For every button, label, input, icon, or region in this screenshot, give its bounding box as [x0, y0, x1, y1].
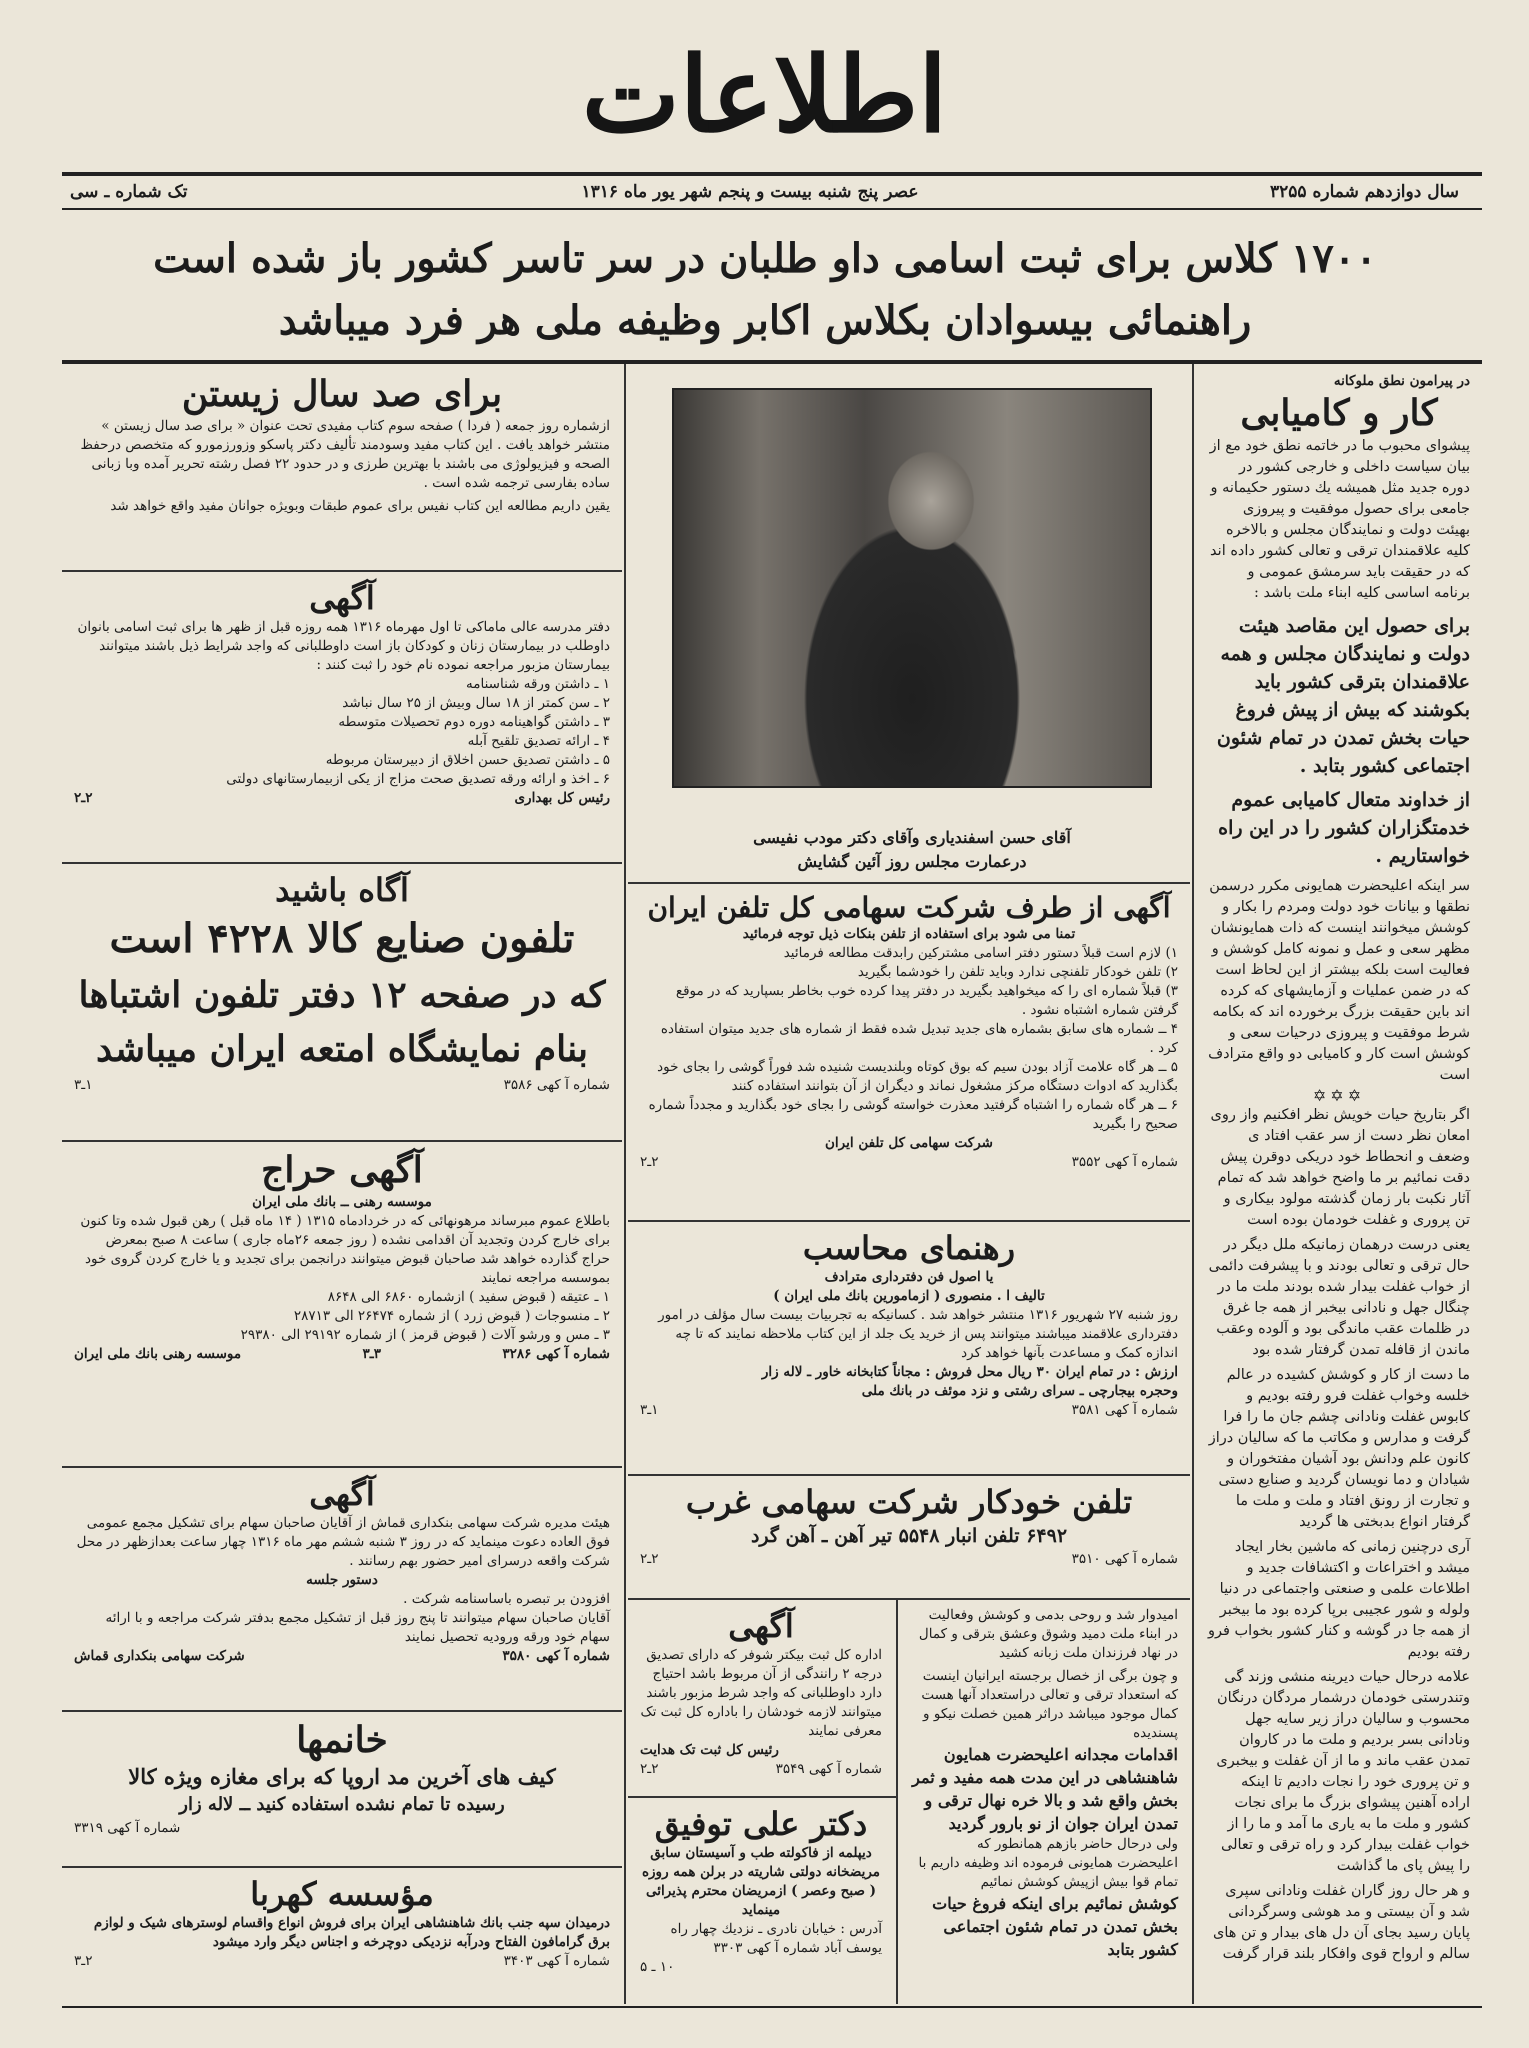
divider — [628, 882, 1190, 884]
beware-line: تلفون صنایع کالا ۴۲۲۸ است — [109, 915, 575, 962]
editorial-paragraph: علامه درحال حیات دیرینه منشی وزند گی وتندرستی خودمان درشمار مردگان درنگان محسوب و سالیان دراز زیر سایه جهل ونادانی بسر بردیم و ملت ما در کاروان تمدن عقب ماند و ما از آن غفلت و بیخبری و تن پروری خود را نجات دادیم تا اینکه اراده آهنین پیشوای بزرگ ما برای نجات کشور و ملت ما به یاری ما آمد و ما را از خواب غفلت بیدار کرد و راه ترقی و تعالی را پیش پای ما گذاشت — [1216, 1669, 1470, 1874]
editorial-kicker: در پیرامون نطق ملوکانه — [1333, 373, 1470, 389]
photo-caption-line: درعمارت مجلس روز آئین گشایش — [797, 852, 1027, 871]
auction-title: آگهی حراج — [261, 1149, 423, 1191]
editorial-quote: کوشش نمائیم برای اینکه فروغ حیات بخش تمدن در تمام شئون اجتماعی کشور بتابد — [932, 1894, 1178, 1959]
midwifery-item: ۵ ـ داشتن تصدیق حسن اخلاق از دبیرستان مربوطه — [325, 752, 610, 768]
driver-notice-signature: رئیس کل ثبت تک هدایت — [640, 1742, 779, 1758]
shareholders-notice — [62, 1470, 622, 1708]
divider — [628, 1598, 1190, 1600]
auction-body: باطلاع عموم مبرساند مرهونهائی که در خردادماه ۱۳۱۵ ( ۱۴ ماه قبل ) رهن قبول شده وتا کنون برای خارج کردن وتجدید آن اقدامی نشده ( روز جمعه ۲۶ماه جاری ) ساعت ۸ صبح بمعرض حراج گذارده خواهد شد صاحبان قبوض میتوانند درانجمن برای تجدید و یا خارج کردن گروی خود بموسسه مراجعه نمایند — [80, 1213, 610, 1286]
divider — [62, 1710, 622, 1712]
editorial-title: کار و کامیابی — [1240, 392, 1438, 434]
driver-notice-title: آگهی — [728, 1607, 794, 1645]
column-divider-right — [1192, 364, 1194, 2004]
kahroba-title: مؤسسه کهربا — [250, 1875, 434, 1913]
beware-line: بنام نمایشگاه امتعه ایران میباشد — [95, 1028, 589, 1070]
shareholders-signature: شرکت سهامی بنکداری قماش — [74, 1648, 245, 1664]
ad-run: ۳ـ۳ — [362, 1346, 382, 1362]
headline-sub: راهنمائی بیسوادان بکلاس اکابر وظیفه ملی هر فرد میباشد — [278, 297, 1252, 344]
ladies-ad — [62, 1714, 622, 1864]
accounting-book-ad — [628, 1224, 1190, 1470]
century-book-ad — [62, 368, 622, 568]
doctor-name: دکتر علی توفیق — [654, 1805, 868, 1843]
midwifery-item: ۴ ـ ارائه تصدیق تلقیح آبله — [467, 733, 610, 749]
auction-signature: موسسه رهنی بانك ملی ایران — [74, 1346, 242, 1362]
photo-caption-line: آقای حسن اسفندیاری وآقای دکتر مودب نفیسی — [753, 828, 1071, 847]
shareholders-body: هیئت مدیره شرکت سهامی بنکداری قماش از آقایان صاحبان سهام برای تشکیل مجمع عمومی فوق العاده دعوت مینماید که در روز ۳ شنبه ششم مهر ماه ۱۳۱۶ چهار ساعت بعدازظهر در محل شرکت واقعه درسرای امیر حضور بهم رسانند . — [76, 1515, 610, 1569]
kahroba-body: درمیدان سپه جنب بانك شاهنشاهی ایران برای فروش انواع واقسام لوسترهای شیک و لوازم برق گرامافون الفتاح ودرآبه نزدیکی دوچرخه و اجناس دیگر وارد میشود — [93, 1915, 610, 1950]
driver-notice — [628, 1602, 894, 1792]
ad-reference: شماره آ کهی ۳۵۵۲ — [1071, 1154, 1178, 1170]
ad-reference: شماره آ کهی ۳۵۸۱ — [1071, 1402, 1178, 1418]
headline-main: ۱۷۰۰ کلاس برای ثبت اسامی داو طلبان در سر تاسر کشور باز شده است — [153, 235, 1377, 282]
ad-reference: شماره آ کهی ۳۳۱۹ — [74, 1820, 181, 1836]
editorial-paragraph: و هر حال روز گاران غفلت ونادانی سپری شد و آن بیستی و مد هوشی وسرگردانی پایان رسید بجای آن دل های بیدار و تن های سالم و ارواح قوی وافکار بلند قرار گرفت — [1213, 1883, 1470, 1962]
ad-run: ۱۰ ـ ۵ — [640, 1959, 675, 1975]
midwifery-signature: رئیس کل بهداری — [514, 790, 610, 806]
divider — [62, 1466, 622, 1468]
divider — [62, 1866, 622, 1868]
phone-notice-item: ۴ ــ شماره های سابق بشماره های جدید تبدیل شده فقط از شماره های جدید میتوان استفاده کرد . — [660, 1021, 1178, 1056]
ad-run: ۲ـ۲ — [640, 1154, 659, 1170]
doctor-address: آدرس : خیابان نادری ـ نزدیك چهار راه یوسف آباد شماره آ کهی ۳۳۰۳ — [670, 1921, 882, 1956]
accounting-title: رهنمای محاسب — [802, 1229, 1016, 1267]
page-bottom-rule — [62, 2006, 1482, 2008]
divider — [628, 1796, 896, 1798]
ladies-line: رسیده تا تمام نشده استفاده کنید ــ لاله زار — [179, 1794, 505, 1815]
midwifery-item: ۱ ـ داشتن ورقه شناسنامه — [465, 676, 610, 692]
ad-run: ۲ـ۳ — [74, 1953, 93, 1969]
shareholders-title: آگهی — [309, 1475, 375, 1513]
auction-item: ۲ ـ منسوجات ( قبوض زرد ) از شماره ۲۶۴۷۴ الی ۲۸۷۱۳ — [293, 1308, 610, 1324]
editorial-continued — [900, 1602, 1190, 2004]
editorial-paragraph: ما دست از کار و کوشش کشیده در عالم خلسه وخواب غفلت فرو رفته بودیم و کابوس غفلت ونادانی چشم جان ما را فرا گرفت و مدارس و مکاتب ما که سالیان دراز کانون علم ودانش بود آشیان مفتخوران و شیادان و دما نویسان گردید و صنایع دستی و تجارت از رونق افتاد و ملت و ملت ما گرفتار انواع بدبختی ها گردید — [1208, 1367, 1470, 1530]
midwifery-title: آگهی — [309, 579, 375, 617]
century-footer: یقین داریم مطالعه این کتاب نفیس برای عموم طبقات وبویژه جوانان مفید واقع خواهد شد — [110, 498, 610, 514]
divider — [628, 1474, 1190, 1476]
star-divider-icon: ✡✡✡ — [1312, 1086, 1366, 1105]
photo-caption — [640, 826, 1184, 874]
accounting-place: وحجره بیجارچی ـ سرای رشتی و نزد موئف در بانك ملی — [861, 1383, 1178, 1399]
west-phone-numbers: ۶۴۹۲ تلفن انبار ۵۵۴۸ تیر آهن ـ آهن گرد — [750, 1525, 1068, 1547]
editorial-paragraph: و چون برگی از خصال برجسته ایرانیان اینست که استعداد ترقی و تعالی دراستعداد آنها هست کمال موجود میباشد دراثر همین خصلت نیکو و پسندیده — [921, 1668, 1178, 1741]
beware-ad — [62, 866, 622, 1138]
doctor-ad — [628, 1800, 894, 2004]
auction-subtitle: موسسه رهنی ــ بانك ملی ایران — [252, 1194, 432, 1210]
ad-run: ۲ـ۲ — [640, 1761, 659, 1777]
news-photo — [672, 388, 1152, 788]
editorial-paragraph: سر اینکه اعلیحضرت همایونی مکرر درسمن نطقها و بیانات خود دولت ومردم را بکار و کوشش میخوانند اینست که ذات همایونشان مظهر سعی و عمل و نمونه کامل کوشش و فعالیت است بلکه بیشتر از این لحاظ است که در ضمن عملیات و آزمایشهای که کرده اند باین حقیقت بزرگ برخورده اند که بکامه شرط موفقیت و پیروزی درحیات سعی و کوشش است کار و کامیابی دو واقع مترادف است — [1208, 878, 1470, 1083]
century-body: ازشماره روز جمعه ( فردا ) صفحه سوم کتاب مفیدی تحت عنوان « برای صد سال زیستن » منتشر خواهد یافت . این کتاب مفید وسودمند تألیف دکتر پاسکو وزورزمورو که متخصص درحفظ الصحه و فیزیولوژی می باشند با بهترین طرزی و در حدود ۲۲ فصل رشته تحریر آمده وبا زبانی ساده بفارسی ترجمه شده است . — [80, 418, 610, 491]
phone-notice-item: ۵ ــ هر گاه علامت آزاد بودن سیم که بوق کوتاه وبلندیست شنیده شد فوراً گوشی را بجای خود بگذارید که ادوات دستگاه مرکز مشغول نماند و دیگران از آن بتوانند استفاده کنند — [657, 1059, 1178, 1094]
ad-run: ۲ـ۲ — [74, 790, 93, 806]
divider — [62, 570, 622, 572]
phone-notice-lead: تمنا می شود برای استفاده از تلفن بنکات ذیل توجه فرمائید — [742, 926, 1076, 942]
ad-run: ۱ـ۳ — [640, 1402, 659, 1418]
editorial-paragraph: امیدوار شد و روحی بدمی و کوشش وفعالیت در ابناء ملت دمید وشوق وعشق بترقی و کمال در نهاد فرزندان ملت زبانه کشید — [918, 1607, 1178, 1661]
editorial-paragraph: یعنی درست درهمان زمانیکه ملل دیگر در حال ترقی و تعالی بودند و با پیشرفت دائمی از خواب غفلت بیدار شده بودند ملت ما در چنگال جهل و نادانی بیخبر از همه جا غرق در ظلمات عقب ماندگی بود و آلوده وعقب ماندن از قافله تمدن گرفتار شده بود — [1208, 1237, 1470, 1358]
dateline-date: عصر پنج شنبه بیست و پنجم شهر یور ماه ۱۳۱۶ — [581, 182, 919, 202]
column-divider-inner — [896, 1600, 898, 2004]
agenda-title: دستور جلسه — [306, 1572, 378, 1588]
masthead-title: اطلاعات — [581, 33, 948, 156]
ad-reference: شماره آ کهی ۳۵۸۰ — [502, 1648, 610, 1664]
midwifery-body: دفتر مدرسه عالی ماماکی تا اول مهرماه ۱۳۱۶ همه روزه قبل از ظهر ها برای ثبت اسامی بانوان داوطلب در بیمارستان زنان و کودکان باز است داوطلبانی که واجد شرایط ذیل باشند میتوانند بیمارستان مزبور مراجعه نموده نام خود را ثبت کنند : — [77, 619, 610, 673]
ad-reference: شماره آ کهی ۳۴۰۳ — [503, 1953, 610, 1969]
phone-notice-item: ۳) قبلاً شماره ای را که میخواهید بگیرید در دفتر پیدا کرده خوب بخاطر بسپارید که در موقع گرفتن شماره اشتباه نشود . — [675, 983, 1178, 1018]
masthead-rule-bottom — [62, 208, 1482, 210]
auction-item: ۳ ـ مس و ورشو آلات ( قبوض قرمز ) از شماره ۲۹۱۹۲ الی ۲۹۳۸۰ — [240, 1327, 610, 1343]
divider — [62, 1140, 622, 1142]
editorial-quote: برای حصول این مقاصد هیئت دولت و نمایندگان مجلس و همه علاقمندان بترقی کشور باید بکوشند که بیش از پیش فروغ حیات بخش تمدن در تمام شئون اجتماعی کشور بتابد . — [1216, 615, 1470, 777]
west-phone-title: تلفن خودکار شرکت سهامی غرب — [685, 1483, 1133, 1521]
doctor-credentials: دیپلمه از فاکولته طب و آسیستان سابق مریضخانه دولتی شاریته در برلن همه روزه ( صبح وعصر ) ازمریضان محترم پذیرائی مینماید — [641, 1845, 881, 1918]
midwifery-item: ۲ ـ سن کمتر از ۱۸ سال وبیش از ۲۵ سال نباشد — [342, 695, 610, 711]
accounting-price: ارزش : در تمام ایران ۳۰ ریال محل فروش : مجاناً کتابخانه خاور ـ لاله زار — [761, 1364, 1178, 1380]
editorial-quote: اقدامات مجدانه اعلیحضرت همایون شاهنشاهی در این مدت همه مفید و ثمر بخش واقع شد و بالا خره نهال ترقی و تمدن ایران جوان از نو بارور گردید — [912, 1745, 1178, 1833]
editorial-paragraph: آری درچنین زمانی که ماشین بخار ایجاد میشد و اختراعات و اکتشافات جدید و اطلاعات علمی و صنعتی واجتماعی در دنیا ولوله و شور عجیبی برپا کرده بود ما بیخبر از همه جا در گوشه و کنار کشور بخواب فرو رفته بودیم — [1207, 1539, 1470, 1660]
midwifery-item: ۶ ـ اخذ و ارائه ورقه تصدیق صحت مزاج از یکی ازبیمارستانهای دولتی — [226, 771, 610, 787]
phone-notice-item: ۱) لازم است قبلاً دستور دفتر اسامی مشترکین رابدقت مطالعه فرمائید — [783, 945, 1178, 961]
accounting-subtitle: یا اصول فن دفترداری مترادف — [824, 1269, 994, 1285]
phone-notice-item: ۶ ــ هر گاه شماره را اشتباه گرفتید معذرت خواسته گوشی را بجای خود بگذارید و مجدداً شماره صحیح را بگیرید — [648, 1097, 1178, 1132]
phone-company-notice — [628, 886, 1190, 1216]
ad-run: ۲ـ۲ — [640, 1551, 659, 1567]
ladies-title: خانمها — [296, 1719, 388, 1761]
masthead-rule-top — [62, 172, 1482, 176]
ladies-line: کیف های آخرین مد اروپا که برای مغازه ویژه کالا — [128, 1764, 556, 1789]
auction-item: ۱ ـ عتیقه ( قبوض سفید ) ازشماره ۶۸۶۰ الی ۸۶۴۸ — [327, 1289, 610, 1305]
editorial-paragraph: پیشوای محبوب ما در خاتمه نطق خود مع از بیان سیاست داخلی و خارجی کشور در دوره جدید مثل همیشه یك دستور حکیمانه و جامعی برای حصول موفقیت و پیروزی بهیئت دولت و نمایندگان مجلس و بالاخره کلیه علاقمندان ترقی و تعالی کشور داده اند که در حقیقت باید سرمشق عمومی و برنامه اساسی کلیه ابناء ملت باشد : — [1209, 438, 1470, 601]
century-title: برای صد سال زیستن — [181, 373, 503, 415]
beware-line: که در صفحه ۱۲ دفتر تلفون اشتباها — [78, 974, 606, 1016]
beware-title: آگاه باشید — [275, 871, 409, 909]
ad-reference: شماره آ کهی ۳۲۸۶ — [502, 1346, 610, 1362]
kahroba-ad — [62, 1870, 622, 2004]
editorial-paragraph: اگر بتاریخ حیات خویش نظر افکنیم واز روی امعان نظر دست از سر عقب افتاد ی وضعف و انحطاط خود دریکی دوقرن پیش دقت نمائیم بر ما واضح خواهد شد که تمام آثار نکبت بار زمان گذشته مولود بیکاری و تن پروری و غفلت خودمان بوده است — [1210, 1107, 1470, 1228]
agenda-item: آقایان صاحبان سهام میتوانند تا پنج روز قبل از تشکیل مجمع بدفتر شرکت مراجعه و با ارائه سهام خود ورقه ورودیه تحصیل نمایند — [105, 1610, 610, 1645]
auction-ad — [62, 1144, 622, 1464]
accounting-body: روز شنبه ۲۷ شهریور ۱۳۱۶ منتشر خواهد شد . کسانیکه به تجربیات بیست سال مؤلف در امور دفترداری علاقمند میباشند میتوانند پس از خرید یک جلد از این کتاب ملاحظه نمایند که تا چه اندازه کمک و مساعدت بآنها خواهد کرد — [658, 1307, 1178, 1361]
editorial-paragraph: ولی درحال حاضر بازهم همانطور که اعلیحضرت همایونی فرموده اند وظیفه داریم با تمام قوا بیش ازپیش کوشش نمائیم — [918, 1836, 1178, 1890]
ad-reference: شماره آ کهی ۳۵۱۰ — [1071, 1551, 1178, 1567]
phone-notice-footer: شرکت سهامی کل تلفن ایران — [825, 1135, 993, 1151]
agenda-item: افزودن بر تبصره باساسنامه شرکت . — [403, 1591, 610, 1607]
ad-reference: شماره آ کهی ۳۵۸۶ — [503, 1077, 610, 1093]
driver-notice-body: اداره کل ثبت بیکتر شوفر که دارای تصدیق درجه ۲ رانندگی از آن مربوط باشد احتیاج دارد داوطلبانی که واجد شرط مزبور باشند میتوانند لازمه خودشان را باداره کل ثبت تک معرفی نمایند — [640, 1647, 882, 1739]
dateline-price: تک شماره ـ سی — [70, 182, 188, 202]
headline-rule — [62, 360, 1482, 364]
dateline-issue: سال دوازدهم شماره ۳۲۵۵ — [1270, 182, 1459, 202]
column-divider-left — [624, 364, 626, 2004]
midwifery-item: ۳ ـ داشتن گواهینامه دوره دوم تحصیلات متوسطه — [338, 714, 610, 730]
ad-reference: شماره آ کهی ۳۵۴۹ — [775, 1761, 882, 1777]
editorial-quote: از خداوند متعال کامیابی عموم خدمتگزاران کشور را در این راه خواستاریم . — [1218, 789, 1470, 867]
divider — [62, 862, 622, 864]
phone-notice-item: ۲) تلفن خودکار تلفنچی ندارد وباید تلفن را خودشما بگیرید — [857, 964, 1178, 980]
accounting-author: تالیف ا . منصوری ( ازمامورین بانك ملی ایران ) — [773, 1288, 1045, 1304]
west-phone-ad — [628, 1478, 1190, 1594]
editorial-column — [1196, 368, 1482, 2004]
ad-run: ۱ـ۳ — [74, 1077, 93, 1093]
phone-notice-title: آگهی از طرف شرکت سهامی کل تلفن ایران — [647, 891, 1171, 924]
divider — [628, 1220, 1190, 1222]
midwifery-notice — [62, 574, 622, 858]
